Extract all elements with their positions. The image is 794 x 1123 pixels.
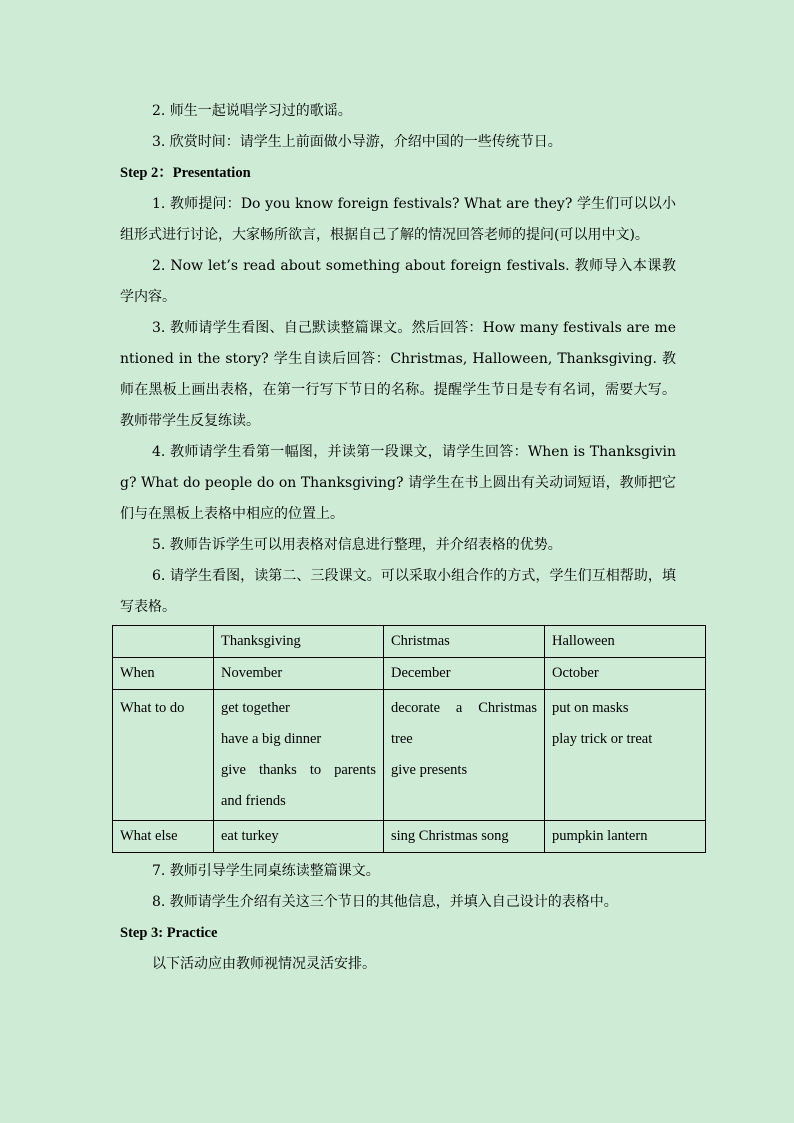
table-row-label: What to do: [113, 690, 214, 821]
table-cell: [214, 658, 384, 690]
cell-line: pumpkin lantern: [552, 828, 648, 844]
paragraph-sing-rhymes: 2. 师生一起说唱学习过的歌谣。: [152, 103, 352, 119]
table-header-cell: Christmas: [384, 626, 545, 658]
table-cell: [384, 690, 545, 821]
table-row-label: When: [113, 658, 214, 690]
paragraph-step2-2: 2. Now let’s read about something about foreign festivals. 教师导入本课教学内容。: [120, 258, 676, 305]
table-cell: [545, 690, 706, 821]
cell-line: get together: [221, 700, 290, 716]
cell-line: sing Christmas song: [391, 828, 509, 844]
cell-line: eat turkey: [221, 828, 279, 844]
table-cell: [545, 658, 706, 690]
cell-line: November: [221, 665, 283, 681]
table-cell: [384, 821, 545, 853]
cell-line: play trick or treat: [552, 731, 653, 747]
step3-heading: Step 3: Practice: [120, 925, 218, 941]
paragraph-pair-reading: 7. 教师引导学生同桌练读整篇课文。: [152, 863, 380, 879]
table-header-cell: Thanksgiving: [214, 626, 384, 658]
cell-line: put on masks: [552, 700, 629, 716]
paragraph-tour-guide: 3. 欣赏时间：请学生上前面做小导游，介绍中国的一些传统节日。: [152, 134, 562, 150]
cell-line: and friends: [221, 793, 286, 809]
table-cell: [214, 690, 384, 821]
table-row-label: What else: [113, 821, 214, 853]
table-cell: [545, 821, 706, 853]
table-row: [113, 658, 706, 690]
table-cell: [214, 821, 384, 853]
cell-line: tree: [391, 731, 413, 747]
table-header-cell: Halloween: [545, 626, 706, 658]
document-page: [120, 96, 676, 980]
paragraph-step3-1: 以下活动应由教师视情况灵活安排。: [152, 956, 376, 972]
cell-line: December: [391, 665, 451, 681]
cell-line: give thanks to parents: [221, 762, 376, 778]
table-header-cell: [113, 626, 214, 658]
table-row: [113, 690, 706, 821]
paragraph-step2-1: 1. 教师提问：Do you know foreign festivals? What are they? 学生们可以以小组形式进行讨论，大家畅所欲言，根据自己了解的情况回答老师的提问(可以用中文)。: [120, 196, 676, 243]
paragraph-step2-4: 4. 教师请学生看第一幅图，并读第一段课文，请学生回答：When is Thanksgiving? What do people do on Thanksgiving? 请学生在书上圆出有关动词短语，教师把它们与在黑板上表格中相应的位置上。: [120, 444, 676, 522]
festival-table: [112, 625, 706, 853]
paragraph-other-info: 8. 教师请学生介绍有关这三个节日的其他信息，并填入自己设计的表格中。: [152, 894, 618, 910]
paragraph-step2-6: 6. 请学生看图，读第二、三段课文。可以采取小组合作的方式，学生们互相帮助，填写表格。: [120, 568, 676, 615]
table-row: [113, 821, 706, 853]
paragraph-step2-3: 3. 教师请学生看图、自己默读整篇课文。然后回答：How many festivals are mentioned in the story? 学生自读后回答：Christmas, Halloween, Thanksgiving. 教师在黑板上画出表格，在第一行写下节日的名称。提醒学生节日是专有名词，需要大写。教师带学生反复练读。: [120, 320, 676, 429]
cell-line: have a big dinner: [221, 731, 322, 747]
paragraph-step2-5: 5. 教师告诉学生可以用表格对信息进行整理，并介绍表格的优势。: [152, 537, 562, 553]
table-header-row: [113, 626, 706, 658]
table-cell: [384, 658, 545, 690]
cell-line: decorate a Christmas: [391, 700, 537, 716]
cell-line: October: [552, 665, 599, 681]
step2-heading: Step 2：Presentation: [120, 165, 251, 181]
cell-line: give presents: [391, 762, 468, 778]
